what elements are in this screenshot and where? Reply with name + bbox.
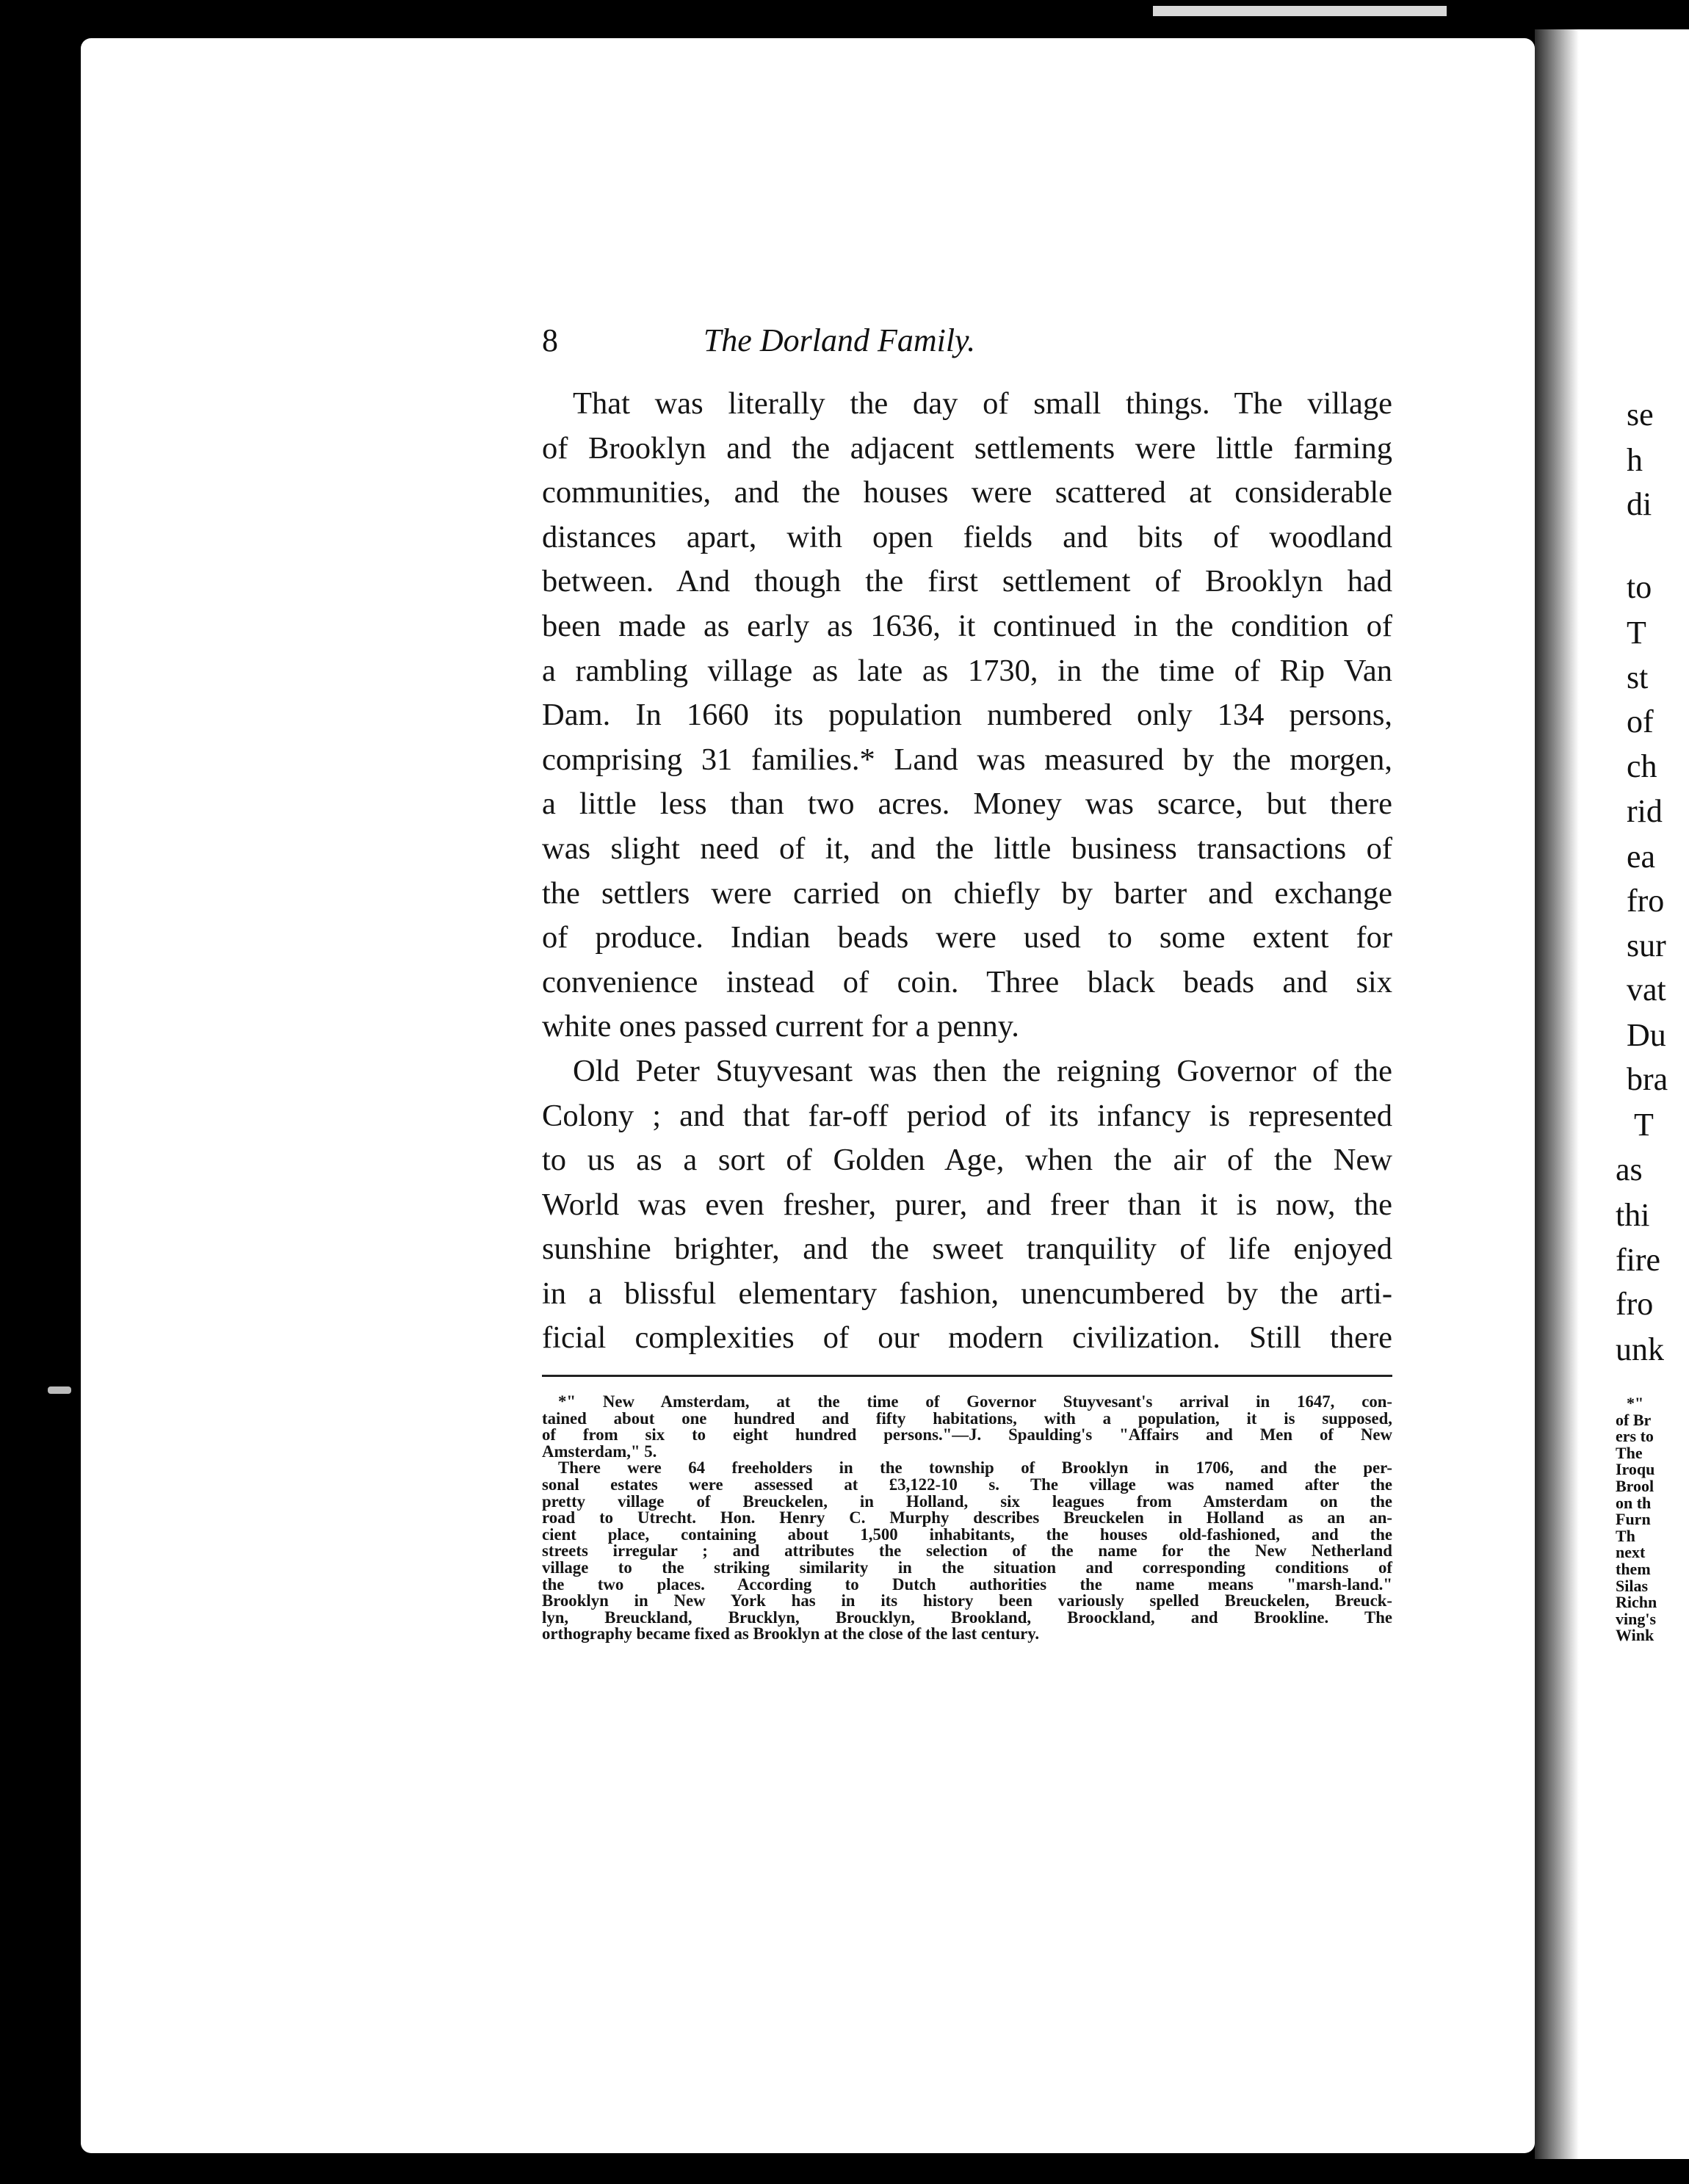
adjacent-page-fragment: thi [1616, 1197, 1650, 1233]
body-line: a rambling village as late as 1730, in the time of Rip Van [542, 653, 1392, 688]
body-line: was slight need of it, and the little business transactions of [542, 831, 1392, 866]
adjacent-page-footnote-fragment: next [1616, 1543, 1646, 1562]
adjacent-page-fragment: st [1627, 659, 1649, 695]
footnote-line: sonal estates were assessed at £3,122-10 s. The village was named after the [542, 1475, 1392, 1494]
adjacent-page-footnote-fragment: Iroqu [1616, 1460, 1655, 1479]
footnote-line: of from six to eight hundred persons."—J. Spaulding's "Affairs and Men of New [542, 1425, 1392, 1444]
adjacent-page-footnote-fragment: Silas [1616, 1576, 1649, 1595]
footnote-line: the two places. According to Dutch authorities the name means "marsh-land." [542, 1574, 1392, 1594]
adjacent-page-fragment: sur [1627, 928, 1666, 963]
adjacent-page-footnote-fragment: Wink [1616, 1626, 1654, 1645]
body-text [542, 382, 1392, 1361]
body-line: to us as a sort of Golden Age, when the air of the New [542, 1143, 1392, 1178]
adjacent-page-fragment: ea [1627, 839, 1656, 875]
body-line: between. And though the first settlement of Brooklyn had [542, 564, 1392, 599]
body-line: the settlers were carried on chiefly by barter and exchange [542, 875, 1392, 911]
adjacent-page-footnote-fragment: them [1616, 1560, 1651, 1578]
footnote-line: Amsterdam," 5. [542, 1442, 657, 1461]
body-line: Colony ; and that far-off period of its infancy is represented [542, 1098, 1392, 1133]
adjacent-page-footnote-fragment: *" [1627, 1394, 1644, 1412]
adjacent-page-footnote-fragment: ving's [1616, 1609, 1657, 1628]
body-line: comprising 31 families.* Land was measured by the morgen, [542, 742, 1392, 777]
adjacent-page-footnote-fragment: on th [1616, 1493, 1652, 1512]
body-line: distances apart, with open fields and bits of woodland [542, 519, 1392, 554]
footnote-line: lyn, Breuckland, Brucklyn, Broucklyn, Brookland, Broockland, and Brookline. The [542, 1608, 1392, 1627]
footnote-line: There were 64 freeholders in the township of Brooklyn in 1706, and the per- [558, 1458, 1392, 1478]
adjacent-page-fragment: fro [1616, 1286, 1654, 1322]
footnote-line: cient place, containing about 1,500 inhabitants, the houses old-fashioned, and the [542, 1525, 1392, 1544]
body-line: of Brooklyn and the adjacent settlements were little farming [542, 430, 1392, 466]
footnote-line: pretty village of Breuckelen, in Holland, six leagues from Amsterdam on the [542, 1491, 1392, 1511]
body-line: ficial complexities of our modern civilization. Still there [542, 1320, 1392, 1356]
adjacent-page-fragment: T [1634, 1107, 1654, 1143]
footnote-line: village to the striking similarity in the situation and corresponding conditions of [542, 1558, 1392, 1577]
adjacent-page-fragment: h [1627, 442, 1643, 478]
footnote-line: *" New Amsterdam, at the time of Governor Stuyvesant's arrival in 1647, con- [558, 1392, 1392, 1411]
adjacent-page-fragment: Du [1627, 1017, 1666, 1053]
adjacent-page-footnote-fragment: ers to [1616, 1427, 1654, 1446]
adjacent-page-fragment: ch [1627, 748, 1657, 784]
adjacent-page-fragment: of [1627, 704, 1654, 740]
footnotes [542, 1394, 1392, 1643]
adjacent-page-fragment: T [1627, 615, 1646, 651]
body-line: That was literally the day of small things. The village [573, 386, 1392, 421]
adjacent-page-footnote-fragment: Richn [1616, 1593, 1657, 1612]
body-line: Dam. In 1660 its population numbered only 134 persons, [542, 698, 1392, 733]
page-number: 8 [542, 322, 558, 358]
adjacent-page-fragment: fire [1616, 1242, 1661, 1278]
adjacent-page-footnote-fragment: Furn [1616, 1510, 1651, 1529]
body-line: in a blissful elementary fashion, unencumbered by the arti- [542, 1276, 1392, 1311]
body-line: of produce. Indian beads were used to some extent for [542, 920, 1392, 955]
adjacent-page-fragment: se [1627, 397, 1654, 433]
footnote-line: tained about one hundred and fifty habitations, with a population, it is supposed, [542, 1409, 1392, 1428]
adjacent-page-fragment: di [1627, 486, 1652, 522]
adjacent-page-fragment: bra [1627, 1061, 1668, 1097]
body-line: sunshine brighter, and the sweet tranquility of life enjoyed [542, 1232, 1392, 1267]
adjacent-page-fragment: unk [1616, 1331, 1664, 1367]
footnote-line: orthography became fixed as Brooklyn at the close of the last century. [542, 1624, 1040, 1644]
adjacent-page-footnote-fragment: Brool [1616, 1477, 1654, 1495]
body-line: World was even fresher, purer, and freer than it is now, the [542, 1187, 1392, 1222]
adjacent-page-fragment: to [1627, 569, 1652, 605]
body-line: a little less than two acres. Money was scarce, but there [542, 787, 1392, 822]
footnote-line: streets irregular ; and attributes the selection of the name for the New Netherland [542, 1541, 1392, 1561]
footnote-rule [542, 1375, 1392, 1377]
body-line: Old Peter Stuyvesant was then the reigning Governor of the [573, 1053, 1392, 1088]
adjacent-page-footnote-fragment: of Br [1616, 1410, 1652, 1429]
scan-edge-mark [1153, 6, 1447, 16]
footnote-line: road to Utrecht. Hon. Henry C. Murphy describes Breuckelen in Holland as an an- [542, 1508, 1392, 1527]
adjacent-page-footnote-fragment: The [1616, 1443, 1643, 1462]
running-title: The Dorland Family. [703, 322, 976, 358]
body-line: convenience instead of coin. Three black beads and six [542, 964, 1392, 999]
scan-artifact [48, 1386, 71, 1394]
body-line: been made as early as 1636, it continued in the condition of [542, 608, 1392, 643]
adjacent-page-fragment: rid [1627, 793, 1663, 829]
adjacent-page-fragment: vat [1627, 972, 1666, 1008]
body-line: white ones passed current for a penny. [542, 1009, 1019, 1044]
adjacent-page-fragment: as [1616, 1151, 1643, 1187]
adjacent-page-fragment: fro [1627, 883, 1665, 919]
page-header [542, 322, 1137, 366]
footnote-line: Brooklyn in New York has in its history been variously spelled Breuckelen, Breuck- [542, 1591, 1392, 1610]
body-line: communities, and the houses were scattered at considerable [542, 475, 1392, 510]
adjacent-page-footnote-fragment: Th [1616, 1526, 1635, 1545]
